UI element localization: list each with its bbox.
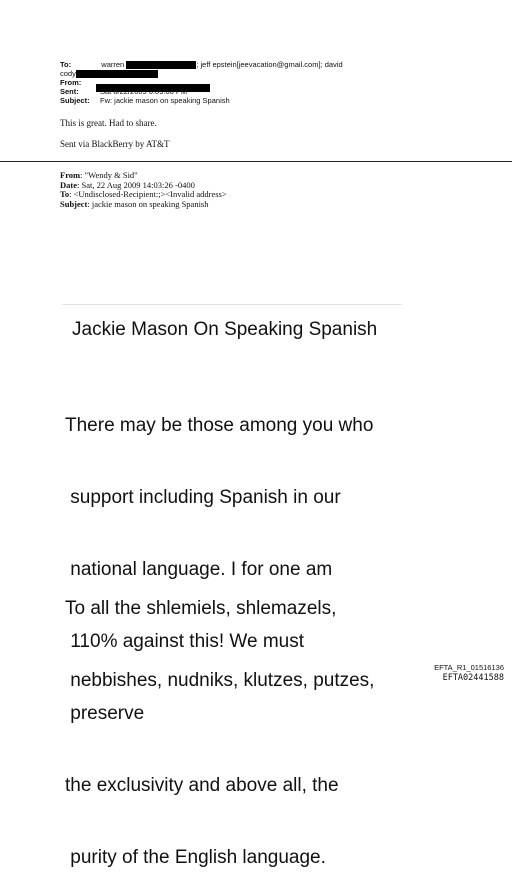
- subject-label: Subject:: [60, 96, 90, 105]
- footer-id-2: EFTA02441588: [442, 673, 504, 683]
- email1-sent-value: Sat 8/22/2009 6:09:06 PM: [100, 87, 188, 96]
- article-line: the exclusivity and above all, the: [65, 775, 339, 796]
- article-line: nebbishes, nudniks, klutzes, putzes,: [65, 670, 375, 691]
- to-label: To:: [60, 60, 72, 69]
- article-line: To all the shlemiels, shlemazels,: [65, 598, 337, 619]
- email1-subject-value: Fw: jackie mason on speaking Spanish: [100, 96, 230, 105]
- faint-divider: [62, 304, 402, 305]
- divider: [0, 161, 512, 162]
- subject-value: : jackie mason on speaking Spanish: [87, 198, 209, 209]
- article-line: national language. I for one am: [65, 559, 333, 580]
- from-label: From: [60, 170, 81, 180]
- email1-body: This is great. Had to share.: [60, 118, 157, 128]
- subject-label: Subject: [60, 198, 88, 209]
- to-name: warren: [101, 60, 125, 69]
- redaction-bar: [76, 70, 158, 78]
- article-title: Jackie Mason On Speaking Spanish: [72, 319, 378, 340]
- date-label: Date: [60, 179, 77, 190]
- redaction-bar: [126, 61, 196, 69]
- to-rest: ; jeff epstein[jeevacation@gmail.com]; david: [196, 60, 343, 69]
- article-line: purity of the English language.: [65, 847, 326, 868]
- from-label: From:: [60, 78, 82, 87]
- to-line2: cody: [60, 69, 76, 78]
- email1-subject-row: [60, 97, 90, 106]
- article-line: preserve: [65, 703, 145, 724]
- article-line: There may be those among you who: [65, 415, 374, 436]
- email2-subject-row: [60, 200, 227, 210]
- article-line: 110% against this! We must: [65, 631, 305, 652]
- email1-signature: Sent via BlackBerry by AT&T: [60, 139, 170, 149]
- date-value: : Sat, 22 Aug 2009 14:03:26 -0400: [77, 179, 195, 190]
- article-paragraph-2: [65, 549, 374, 717]
- to-label: To: [60, 189, 70, 199]
- email1-to-row: [60, 61, 343, 70]
- footer-id-1: EFTA_R1_01516136: [434, 663, 504, 672]
- sent-label: Sent:: [60, 87, 79, 96]
- email2-header: [60, 171, 227, 209]
- article-line: support including Spanish in our: [65, 487, 341, 508]
- to-value: : <Undisclosed-Recipient:;><Invalid address>: [69, 189, 227, 199]
- from-value: : "Wendy & Sid": [80, 170, 138, 180]
